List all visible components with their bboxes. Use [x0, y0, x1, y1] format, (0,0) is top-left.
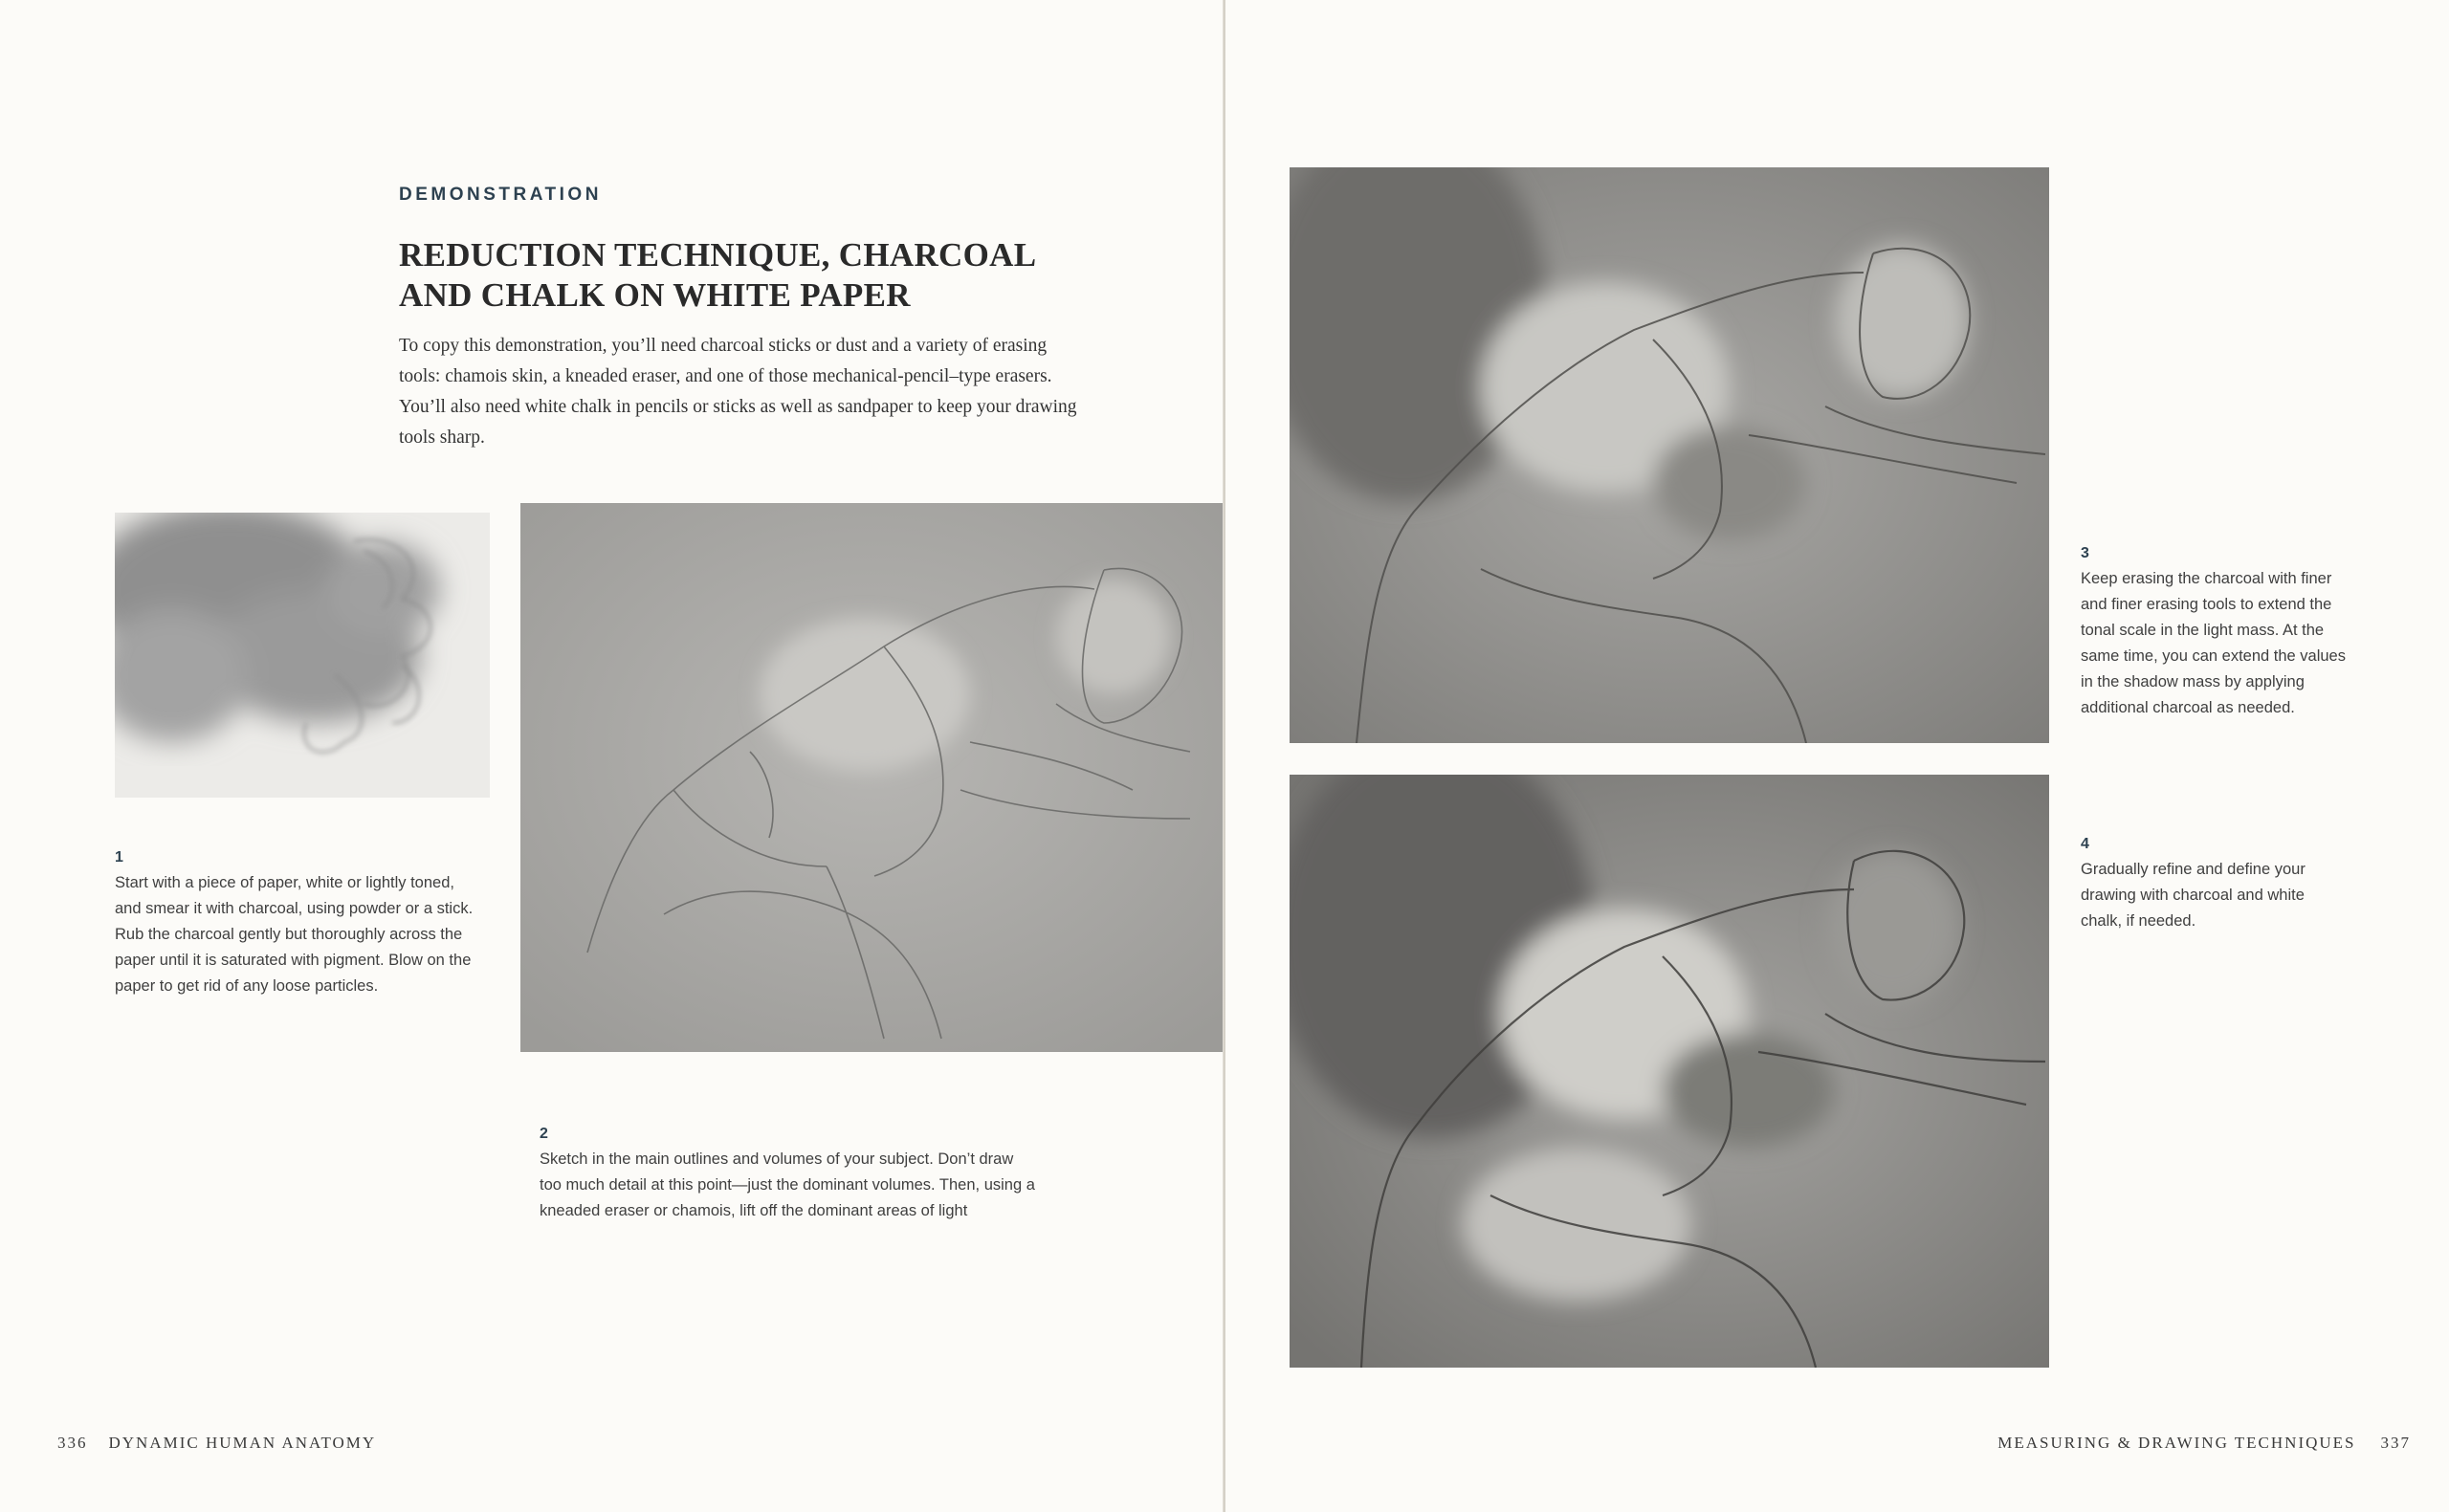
- charcoal-smear-drawing: [115, 513, 490, 798]
- step-2-image: [520, 503, 1224, 1052]
- step-number: 4: [2081, 836, 2089, 852]
- step-3-caption: [2081, 540, 2349, 721]
- left-folio: [57, 1434, 376, 1453]
- figure-refined-drawing: [1290, 775, 2049, 1368]
- page-number: 337: [2380, 1434, 2411, 1452]
- title-line-1: REDUCTION TECHNIQUE, CHARCOAL: [399, 236, 1037, 274]
- section-kicker: DEMONSTRATION: [399, 185, 602, 205]
- step-3-image: [1290, 167, 2049, 743]
- step-1-caption: [115, 844, 483, 999]
- step-4-image: [1290, 775, 2049, 1368]
- step-text: Sketch in the main outlines and volumes of your subject. Don’t draw too much detail at this point—just the dominant volumes. Then, using a kneaded eraser or chamois, lift off the dominant areas of light: [540, 1150, 1035, 1219]
- step-number: 3: [2081, 545, 2089, 561]
- step-text: Start with a piece of paper, white or lightly toned, and smear it with charcoal, using powder or a stick. Rub the charcoal gently but thoroughly across the paper until it is saturated with pigment. Blow on the paper to get rid of any loose particles.: [115, 874, 474, 995]
- step-number: 2: [540, 1126, 548, 1142]
- page-title: [399, 235, 1069, 316]
- step-number: 1: [115, 849, 123, 866]
- page-number: 336: [57, 1434, 88, 1452]
- step-4-caption: [2081, 831, 2349, 934]
- running-head: DYNAMIC HUMAN ANATOMY: [108, 1434, 377, 1452]
- left-page: [0, 0, 1224, 1512]
- running-head: MEASURING & DRAWING TECHNIQUES: [1997, 1434, 2356, 1452]
- intro-paragraph: To copy this demonstration, you’ll need charcoal sticks or dust and a variety of erasing tools: chamois skin, a kneaded eraser, and one of those mechanical-pencil–type erasers. You’ll also need white chalk in pencils or sticks as well as sandpaper to keep your drawing tools sharp.: [399, 336, 1077, 448]
- step-text: Gradually refine and define your drawing with charcoal and white chalk, if needed.: [2081, 861, 2306, 930]
- step-2-caption: [540, 1121, 1037, 1224]
- step-1-image: [115, 513, 490, 798]
- right-folio: [1997, 1434, 2411, 1453]
- figure-tonal-drawing: [1290, 167, 2049, 743]
- step-text: Keep erasing the charcoal with finer and finer erasing tools to extend the tonal scale in the light mass. At the same time, you can extend the values in the shadow mass by applying additional charcoal as needed.: [2081, 570, 2346, 716]
- figure-sketch-drawing: [520, 503, 1224, 1052]
- title-line-2: AND CHALK ON WHITE PAPER: [399, 276, 911, 314]
